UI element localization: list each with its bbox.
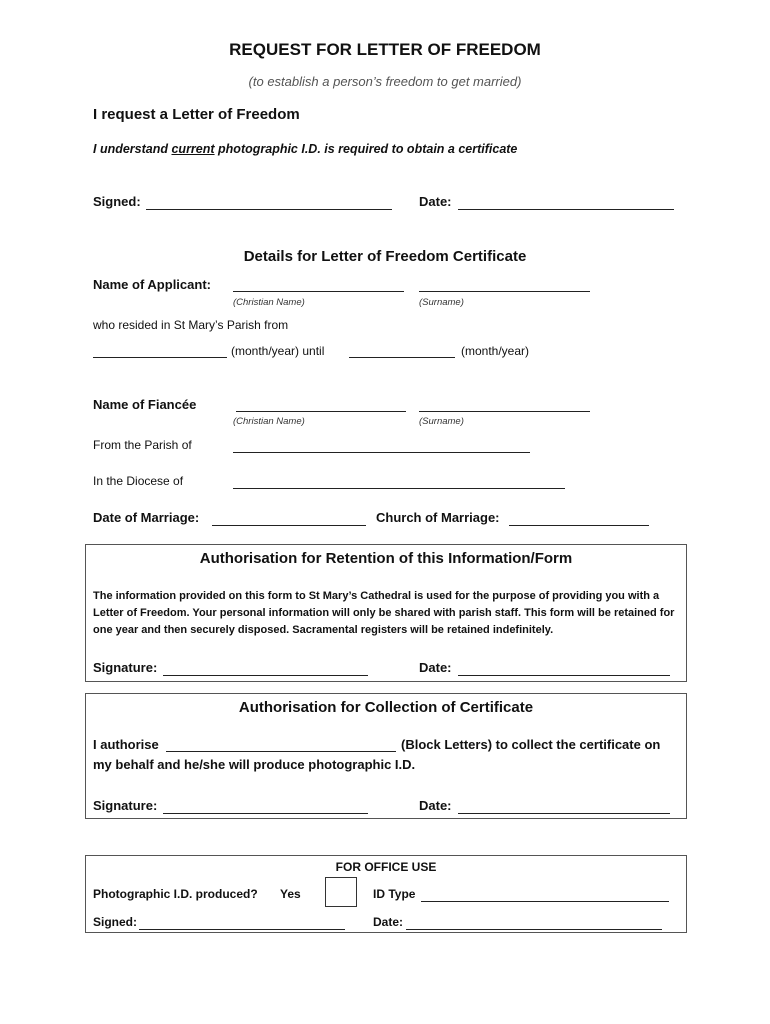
surname-hint: (Surname) <box>419 416 464 427</box>
month-year-until-label: (month/year) until <box>231 344 325 358</box>
collection-signature-field[interactable] <box>163 813 368 814</box>
collection-date-label: Date: <box>419 798 452 813</box>
church-of-marriage-field[interactable] <box>509 525 649 526</box>
retention-signature-field[interactable] <box>163 675 368 676</box>
diocese-label: In the Diocese of <box>93 474 184 488</box>
collection-heading: Authorisation for Collection of Certificate <box>238 699 534 716</box>
parish-label: From the Parish of <box>93 438 192 452</box>
date-field[interactable] <box>458 209 674 210</box>
yes-label: Yes <box>280 887 301 901</box>
details-heading: Details for Letter of Freedom Certificate <box>243 248 527 265</box>
request-heading: I request a Letter of Freedom <box>93 106 300 123</box>
office-date-field[interactable] <box>406 929 662 930</box>
office-signed-field[interactable] <box>139 929 345 930</box>
date-of-marriage-label: Date of Marriage: <box>93 510 200 525</box>
collection-signature-label: Signature: <box>93 798 158 813</box>
applicant-christian-name-field[interactable] <box>233 291 404 292</box>
parish-field[interactable] <box>233 452 530 453</box>
resided-text: who resided in St Mary’s Parish from <box>93 318 289 332</box>
page-subtitle: (to establish a person’s freedom to get married) <box>248 74 522 89</box>
christian-name-hint: (Christian Name) <box>233 297 305 308</box>
photo-id-label: Photographic I.D. produced? <box>93 887 258 901</box>
retention-signature-label: Signature: <box>93 660 158 675</box>
church-of-marriage-label: Church of Marriage: <box>376 510 500 525</box>
authorise-label: I authorise <box>93 737 159 752</box>
fiancee-surname-field[interactable] <box>419 411 590 412</box>
retention-heading: Authorisation for Retention of this Information/Form <box>199 550 573 567</box>
retention-box <box>85 544 687 682</box>
id-type-field[interactable] <box>421 901 669 902</box>
diocese-field[interactable] <box>233 488 565 489</box>
office-date-label: Date: <box>373 915 404 929</box>
date-of-marriage-field[interactable] <box>212 525 366 526</box>
authorise-line-2: my behalf and he/she will produce photographic I.D. <box>93 757 416 772</box>
retention-body: The information provided on this form to St Mary’s Cathedral is used for the purpose of providing you with a Letter of Freedom. Your personal information will only be shared with parish staff. This form will be retained for one year and then securely disposed. Sacramental registers will be retained indefinitely. <box>93 590 675 636</box>
authorised-person-field[interactable] <box>166 751 396 752</box>
applicant-label: Name of Applicant: <box>93 277 211 292</box>
signed-label: Signed: <box>93 194 141 209</box>
christian-name-hint: (Christian Name) <box>233 416 305 427</box>
authorise-suffix: (Block Letters) to collect the certificate on <box>401 737 661 752</box>
office-signed-label: Signed: <box>93 915 137 929</box>
collection-box <box>85 693 687 819</box>
retention-date-label: Date: <box>419 660 452 675</box>
resided-from-field[interactable] <box>93 357 227 358</box>
surname-hint: (Surname) <box>419 297 464 308</box>
applicant-surname-field[interactable] <box>419 291 590 292</box>
month-year-label: (month/year) <box>461 344 530 358</box>
office-use-heading: FOR OFFICE USE <box>335 860 437 874</box>
photo-id-yes-checkbox[interactable] <box>325 877 357 907</box>
fiancee-christian-name-field[interactable] <box>236 411 406 412</box>
fiancee-label: Name of Fiancée <box>93 397 197 412</box>
page-title: REQUEST FOR LETTER OF FREEDOM <box>229 40 541 59</box>
retention-date-field[interactable] <box>458 675 670 676</box>
collection-date-field[interactable] <box>458 813 670 814</box>
id-requirement-note: I understand current photographic I.D. is required to obtain a certificate <box>93 142 518 156</box>
signed-field[interactable] <box>146 209 392 210</box>
id-type-label: ID Type <box>373 887 416 901</box>
resided-until-field[interactable] <box>349 357 455 358</box>
office-use-box <box>85 855 687 933</box>
date-label: Date: <box>419 194 452 209</box>
